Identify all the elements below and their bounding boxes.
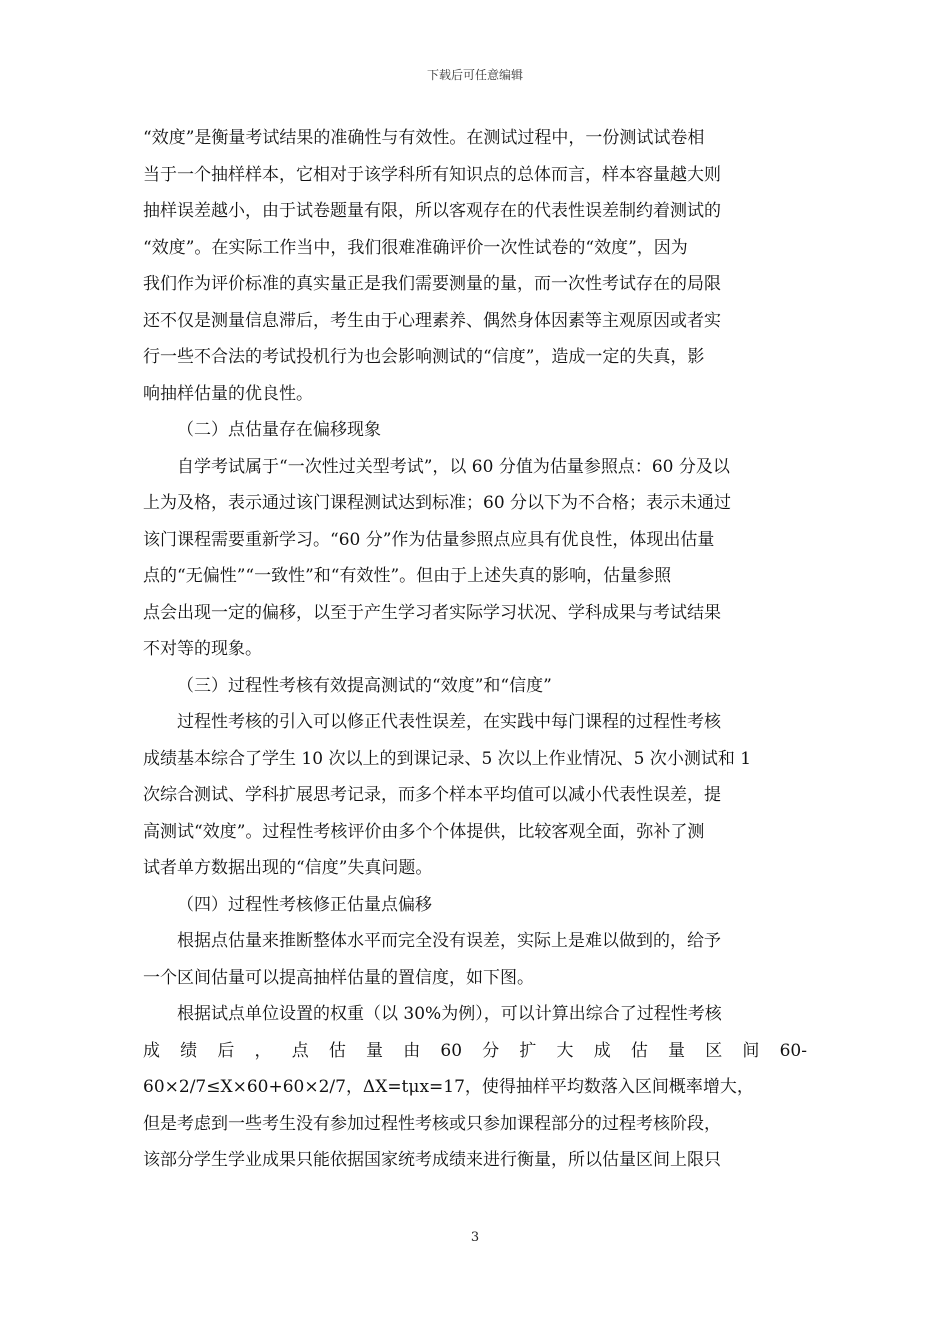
text-line: 点的“无偏性”“一致性”和“有效性”。但由于上述失真的影响，估量参照 <box>143 566 672 586</box>
text-line: 该门课程需要重新学习。“60 分”作为估量参照点应具有优良性，体现出估量 <box>143 529 715 550</box>
text-line: 60×2/7≤X×60+60×2/7，ΔX=tμx=17，使得抽样平均数落入区间概率增大， <box>143 1077 754 1097</box>
text-line: 不对等的现象。 <box>143 639 262 659</box>
text-line: 一个区间估量可以提高抽样估量的置信度，如下图。 <box>143 967 534 988</box>
text-line: 自学考试属于“一次性过关型考试”，以 60 分值为估量参照点：60 分及以 <box>177 456 730 477</box>
document-body <box>143 120 807 1179</box>
text-line: 点会出现一定的偏移，以至于产生学习者实际学习状况、学科成果与考试结果 <box>143 602 721 623</box>
text-line: （四）过程性考核修正估量点偏移 <box>177 894 432 915</box>
text-line: 行一些不合法的考试投机行为也会影响测试的“信度”，造成一定的失真，影 <box>143 347 705 367</box>
text-line: 上为及格，表示通过该门课程测试达到标准；60 分以下为不合格；表示未通过 <box>143 493 732 513</box>
text-line: （二）点估量存在偏移现象 <box>177 420 381 440</box>
text-line: 该部分学生学业成果只能依据国家统考成绩来进行衡量，所以估量区间上限只 <box>143 1150 721 1170</box>
text-line: 抽样误差越小，由于试卷题量有限，所以客观存在的代表性误差制约着测试的 <box>143 201 721 221</box>
text-line: “效度”是衡量考试结果的准确性与有效性。在测试过程中，一份测试试卷相 <box>143 128 705 148</box>
text-line: 我们作为评价标准的真实量正是我们需要测量的量，而一次性考试存在的局限 <box>143 274 721 294</box>
page-header: 下载后可任意编辑 <box>426 68 523 82</box>
text-line: 但是考虑到一些考生没有参加过程性考核或只参加课程部分的过程考核阶段， <box>143 1113 721 1134</box>
page-number: 3 <box>470 1230 480 1245</box>
text-line: “效度”。在实际工作当中，我们很难准确评价一次性试卷的“效度”，因为 <box>143 237 688 258</box>
text-line: 根据点估量来推断整体水平而完全没有误差，实际上是难以做到的，给予 <box>177 931 721 951</box>
text-line: （三）过程性考核有效提高测试的“效度”和“信度” <box>177 675 552 696</box>
text-line: 高测试“效度”。过程性考核评价由多个个体提供，比较客观全面，弥补了测 <box>143 821 705 842</box>
text-line: 过程性考核的引入可以修正代表性误差，在实践中每门课程的过程性考核 <box>177 712 721 732</box>
text-line: 当于一个抽样样本，它相对于该学科所有知识点的总体而言，样本容量越大则 <box>143 164 721 185</box>
text-line: 还不仅是测量信息滞后，考生由于心理素养、偶然身体因素等主观原因或者实 <box>143 310 721 331</box>
text-line: 响抽样估量的优良性。 <box>143 383 313 404</box>
text-line: 次综合测试、学科扩展思考记录，而多个样本平均值可以减小代表性误差，提 <box>143 785 721 805</box>
text-line: 试者单方数据出现的“信度”失真问题。 <box>143 858 433 878</box>
text-line: 成绩基本综合了学生 10 次以上的到课记录、5 次以上作业情况、5 次小测试和 1 <box>143 748 752 769</box>
text-line: 成 绩 后 ， 点 估 量 由 60 分 扩 大 成 估 量 区 间 60- <box>143 1040 807 1061</box>
text-line: 根据试点单位设置的权重（以 30%为例），可以计算出综合了过程性考核 <box>177 1004 722 1024</box>
